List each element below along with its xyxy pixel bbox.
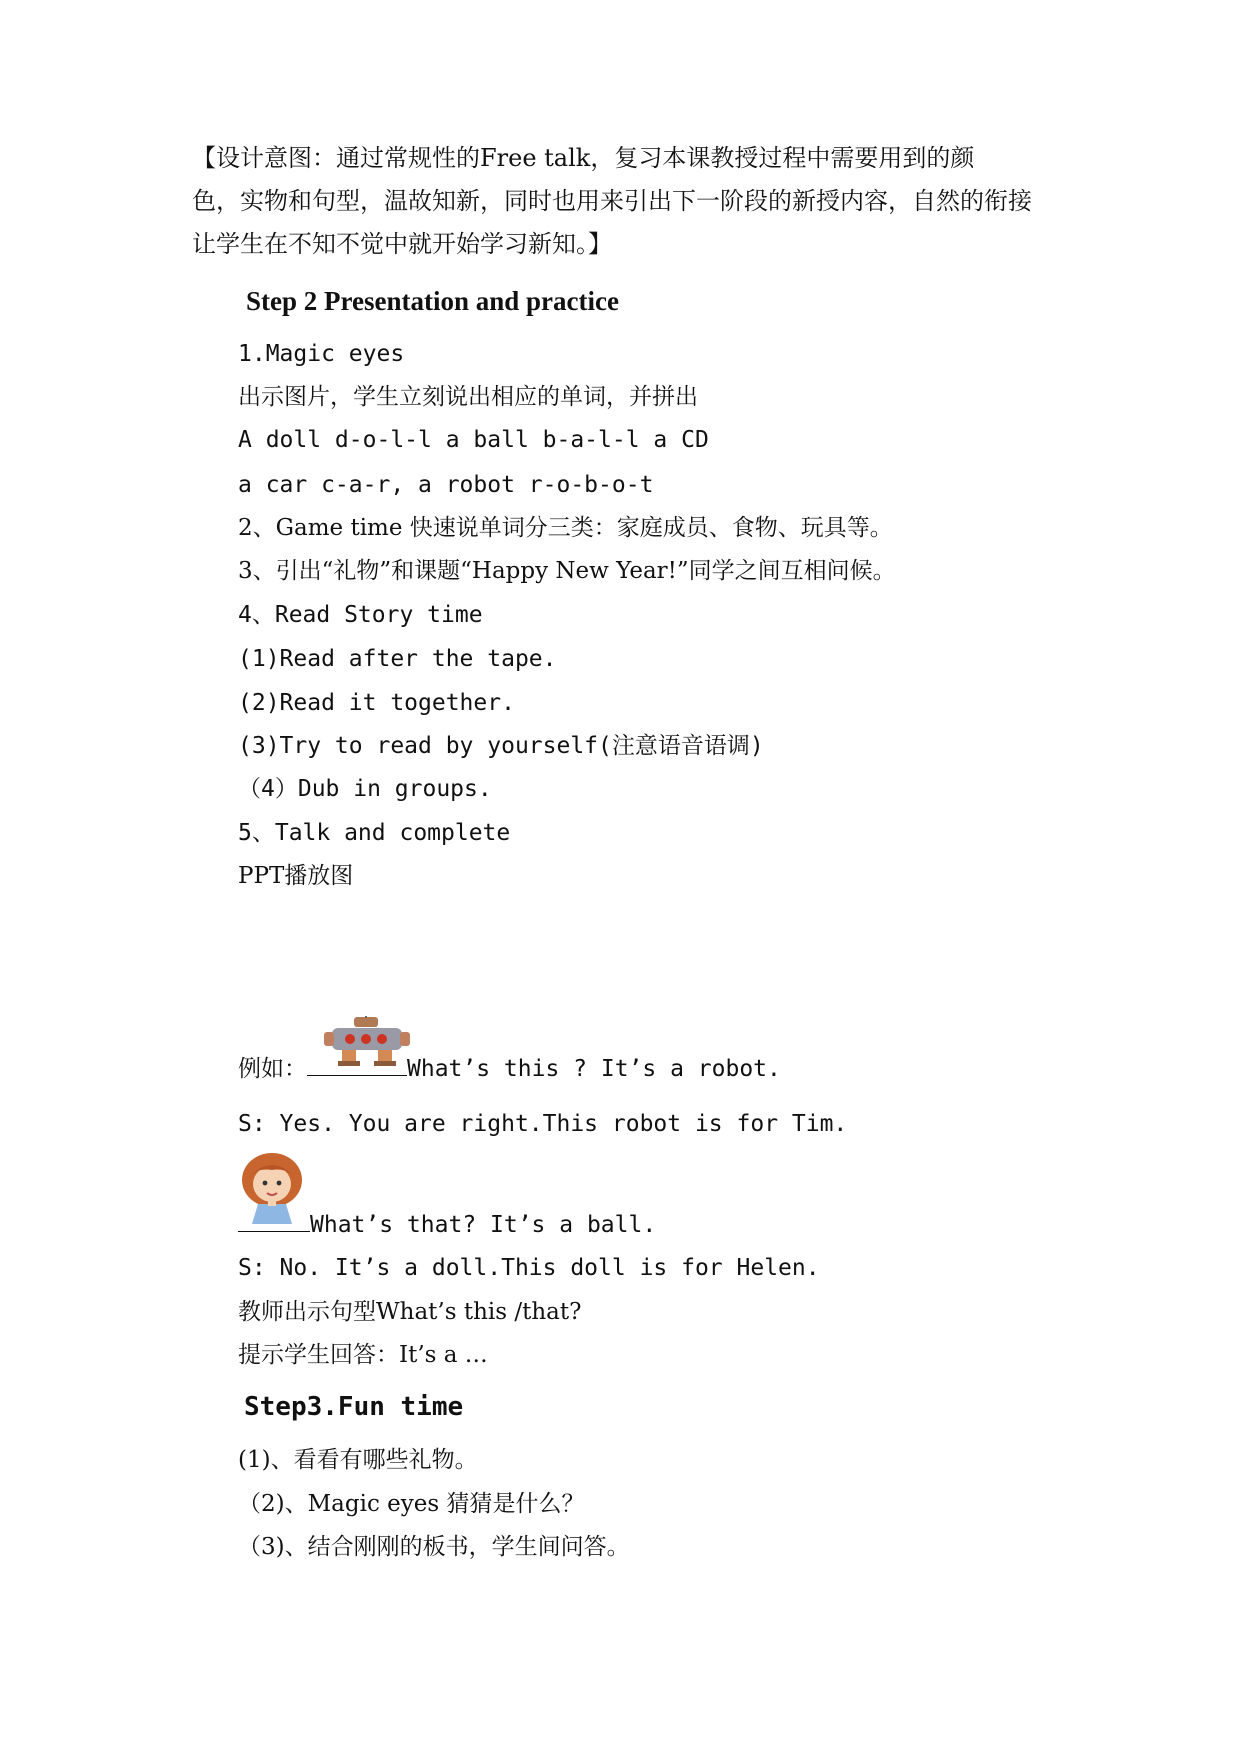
word-spelling-line-1: A doll d-o-l-l a ball b-a-l-l a CD [238,427,709,453]
example2-line [238,1210,656,1240]
fun-time-item-1: (1)、看看有哪些礼物。 [238,1447,478,1473]
design-intent-line-3: 让学生在不知不觉中就开始学习新知。】 [192,230,612,258]
talk-complete-title: 5、Talk and complete [238,820,511,846]
fun-time-item-2: （2)、Magic eyes 猜猜是什么？ [238,1491,585,1517]
teacher-sentence-pattern: 教师出示句型What’s this /that? [238,1299,582,1325]
example2-question: What’s that? It’s a ball. [310,1212,657,1238]
design-intent-line-1: 【设计意图：通过常规性的Free talk，复习本课教授过程中需要用到的颜 [192,144,975,172]
ppt-note: PPT播放图 [238,863,354,889]
read-step-2: (2)Read it together. [238,690,515,716]
example2-answer: S: No. It’s a doll.This doll is for Helen. [238,1255,820,1281]
answer-blank [307,1055,407,1076]
design-intent-line-2: 色，实物和句型，温故知新，同时也用来引出下一阶段的新授内容，自然的衔接 [192,187,1032,215]
gift-topic-item: 3、引出“礼物”和课题“Happy New Year!”同学之间互相问候。 [238,558,896,584]
game-time-item: 2、Game time 快速说单词分三类：家庭成员、食物、玩具等。 [238,515,893,541]
magic-eyes-title: 1.Magic eyes [238,341,405,367]
example-label: 例如： [238,1056,307,1082]
read-story-title: 4、Read Story time [238,602,483,628]
word-spelling-line-2: a car c-a-r, a robot r-o-b-o-t [238,472,654,498]
student-answer-hint: 提示学生回答：It’s a … [238,1342,488,1368]
step3-heading: Step3.Fun time [244,1392,464,1422]
fun-time-item-3: （3)、结合刚刚的板书，学生间问答。 [238,1534,630,1560]
read-step-3: (3)Try to read by yourself(注意语音语调) [238,733,764,759]
magic-eyes-description: 出示图片，学生立刻说出相应的单词，并拼出 [238,384,698,410]
example-question: What’s this ? It’s a robot. [407,1056,781,1082]
answer-blank-2 [238,1211,310,1232]
read-step-1: (1)Read after the tape. [238,646,557,672]
read-step-4: （4）Dub in groups. [238,776,492,802]
example-answer: S: Yes. You are right.This robot is for Tim. [238,1111,848,1137]
step2-heading: Step 2 Presentation and practice [246,286,619,316]
example-line-1 [238,1054,781,1084]
